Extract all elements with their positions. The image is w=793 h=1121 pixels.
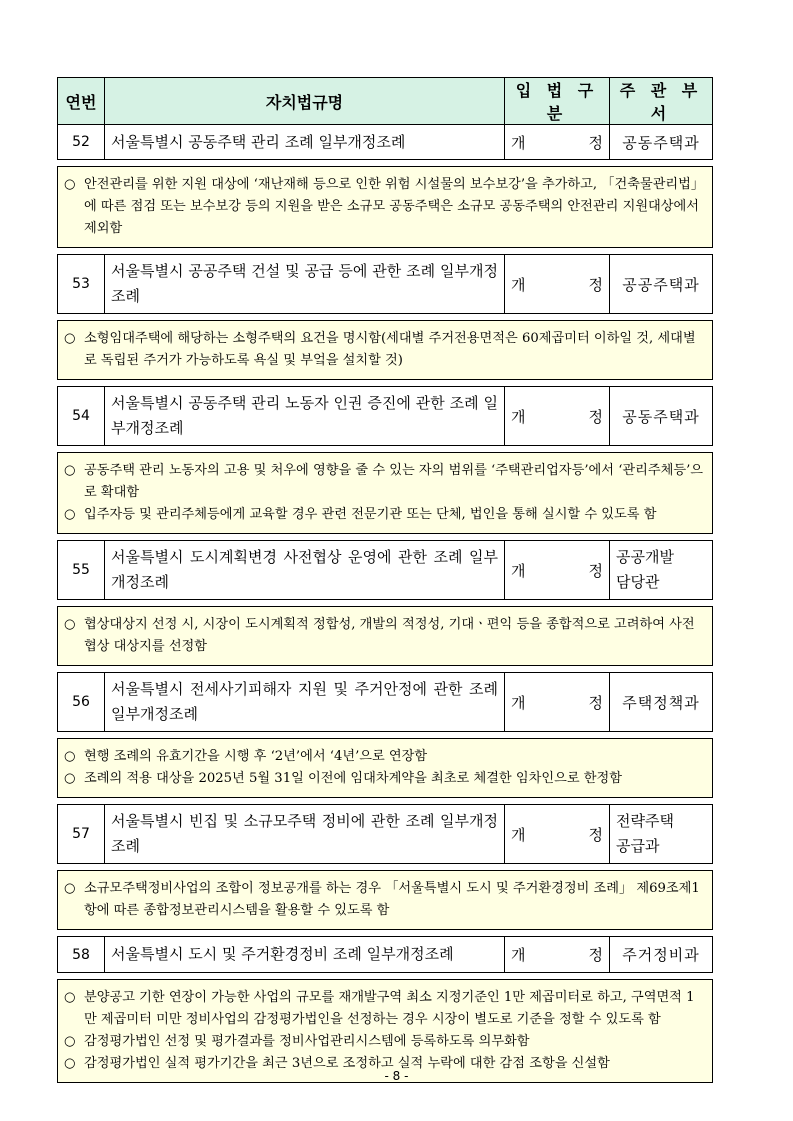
summary-row	[58, 167, 713, 248]
header-name: 자치법규명	[105, 78, 505, 125]
table-header-row	[58, 78, 713, 125]
row-spacer	[58, 380, 713, 387]
summary-row	[58, 453, 713, 534]
row-spacer	[58, 314, 713, 321]
table-row	[58, 125, 713, 160]
ordinance-name: 서울특별시 공공주택 건설 및 공급 등에 관한 조례 일부개정조례	[105, 255, 505, 314]
dept-line: 전략주택	[616, 812, 674, 830]
summary-box	[58, 321, 713, 380]
ordinance-name: 서울특별시 공동주택 관리 노동자 인권 증진에 관한 조례 일부개정조례	[105, 387, 505, 446]
table-row	[58, 387, 713, 446]
legislation-type	[505, 805, 610, 864]
row-spacer	[58, 732, 713, 739]
bullet-mark: ○	[64, 749, 76, 764]
ordinance-name: 서울특별시 도시 및 주거환경정비 조례 일부개정조례	[105, 937, 505, 973]
summary-text: 감정평가법인 선정 및 평가결과를 정비사업관리시스템에 등록하도록 의무화함	[84, 1034, 530, 1049]
dept-line: 주거정비과	[622, 946, 700, 964]
type-char-1: 개	[511, 275, 526, 294]
row-gap	[58, 973, 713, 980]
summary-bullet	[64, 174, 707, 240]
department	[610, 125, 713, 160]
row-number: 56	[58, 673, 105, 732]
row-gap	[58, 666, 713, 673]
legislation-type	[505, 255, 610, 314]
summary-box	[58, 739, 713, 798]
department	[610, 541, 713, 600]
bullet-mark: ○	[64, 881, 76, 896]
page-number: - 8 -	[384, 1069, 409, 1083]
summary-row	[58, 321, 713, 380]
bullet-mark: ○	[64, 617, 76, 632]
summary-text: 소규모주택정비사업의 조합이 정보공개를 하는 경우 「서울특별시 도시 및 주거환경정비 조례」 제69조제1항에 따른 종합정보관리시스템을 활용할 수 있도록 함	[84, 881, 700, 918]
type-char-2: 정	[588, 561, 603, 580]
dept-line: 주택정책과	[622, 693, 700, 712]
bullet-mark: ○	[64, 177, 76, 192]
bullet-mark: ○	[64, 771, 76, 786]
summary-box	[58, 980, 713, 1083]
summary-bullet	[64, 460, 707, 504]
legislation-type	[505, 673, 610, 732]
row-number: 54	[58, 387, 105, 446]
row-spacer	[58, 864, 713, 871]
legislation-type	[505, 541, 610, 600]
summary-bullet	[64, 328, 707, 372]
summary-bullet	[64, 504, 707, 526]
type-char-1: 개	[511, 825, 526, 844]
summary-bullet	[64, 768, 707, 790]
row-number: 55	[58, 541, 105, 600]
department	[610, 805, 713, 864]
department	[610, 673, 713, 732]
summary-row	[58, 739, 713, 798]
type-char-2: 정	[588, 407, 603, 426]
bullet-mark: ○	[64, 1034, 76, 1049]
bullet-mark: ○	[64, 463, 76, 478]
summary-bullet	[64, 987, 707, 1031]
summary-box	[58, 167, 713, 248]
row-gap	[58, 732, 713, 739]
summary-row	[58, 871, 713, 930]
table-row	[58, 937, 713, 973]
summary-text: 협상대상지 선정 시, 시장이 도시계획적 정합성, 개발의 적정성, 기대ㆍ편익 등을 종합적으로 고려하여 사전협상 대상지를 선정함	[84, 617, 695, 654]
summary-box	[58, 871, 713, 930]
summary-bullet	[64, 614, 707, 658]
row-spacer	[58, 534, 713, 541]
dept-line: 공동주택과	[622, 407, 700, 426]
summary-text: 현행 조례의 유효기간을 시행 후 ‘2년’에서 ‘4년’으로 연장함	[84, 749, 428, 764]
row-gap	[58, 864, 713, 871]
table-row	[58, 673, 713, 732]
row-number: 52	[58, 125, 105, 160]
summary-box	[58, 453, 713, 534]
type-char-2: 정	[588, 693, 603, 712]
summary-text: 공동주택 관리 노동자의 고용 및 처우에 영향을 줄 수 있는 자의 범위를 ‘주택관리업자등’에서 ‘관리주체등’으로 확대함	[84, 463, 704, 500]
type-char-1: 개	[511, 946, 526, 964]
summary-box	[58, 607, 713, 666]
row-gap	[58, 798, 713, 805]
summary-text: 분양공고 기한 연장이 가능한 사업의 규모를 재개발구역 최소 지정기준인 1만 제곱미터로 하고, 구역면적 1만 제곱미터 미만 정비사업의 감정평가법인을 선정하는 경우 시장이 별도로 기준을 정할 수 있도록 함	[84, 990, 695, 1027]
row-spacer	[58, 666, 713, 673]
summary-bullet	[64, 1031, 707, 1053]
department	[610, 937, 713, 973]
legislation-type	[505, 125, 610, 160]
department	[610, 387, 713, 446]
dept-line: 공공개발	[616, 548, 674, 566]
summary-row	[58, 607, 713, 666]
department	[610, 255, 713, 314]
row-spacer	[58, 798, 713, 805]
ordinance-name: 서울특별시 도시계획변경 사전협상 운영에 관한 조례 일부개정조례	[105, 541, 505, 600]
summary-text: 조례의 적용 대상을 2025년 5월 31일 이전에 임대차계약을 최초로 체결한 임차인으로 한정함	[84, 771, 622, 786]
dept-line: 담당관	[616, 573, 660, 591]
row-number: 58	[58, 937, 105, 973]
header-num: 연번	[58, 78, 105, 125]
summary-text: 감정평가법인 실적 평가기간을 최근 3년으로 조정하고 실적 누락에 대한 감점 조항을 신설함	[84, 1056, 610, 1071]
type-char-2: 정	[588, 133, 603, 152]
row-gap	[58, 380, 713, 387]
row-gap	[58, 314, 713, 321]
row-number: 53	[58, 255, 105, 314]
type-char-2: 정	[588, 275, 603, 294]
ordinance-table	[57, 77, 713, 1083]
bullet-mark: ○	[64, 507, 76, 522]
summary-row	[58, 980, 713, 1083]
type-char-1: 개	[511, 561, 526, 580]
row-spacer	[58, 160, 713, 167]
table-body	[58, 125, 713, 1083]
row-spacer	[58, 248, 713, 255]
table-row	[58, 805, 713, 864]
summary-text: 입주자등 및 관리주체등에게 교육할 경우 관련 전문기관 또는 단체, 법인을 통해 실시할 수 있도록 함	[84, 507, 657, 522]
ordinance-name: 서울특별시 빈집 및 소규모주택 정비에 관한 조례 일부개정조례	[105, 805, 505, 864]
type-char-1: 개	[511, 407, 526, 426]
row-spacer	[58, 446, 713, 453]
ordinance-name: 서울특별시 공동주택 관리 조례 일부개정조례	[105, 125, 505, 160]
row-gap	[58, 534, 713, 541]
legislation-type	[505, 937, 610, 973]
dept-line: 공동주택과	[622, 133, 700, 152]
summary-text: 소형임대주택에 해당하는 소형주택의 요건을 명시함(세대별 주거전용면적은 60제곱미터 이하일 것, 세대별로 독립된 주거가 가능하도록 욕실 및 부엌을 설치할 것)	[84, 331, 696, 368]
summary-text: 안전관리를 위한 지원 대상에 ‘재난재해 등으로 인한 위험 시설물의 보수보강’을 추가하고, 「건축물관리법」에 따른 점검 또는 보수보강 등의 지원을 받은 소규모 공동주택은 소규모 공동주택의 안전관리 지원대상에서 제외함	[84, 177, 705, 236]
table-row	[58, 541, 713, 600]
row-spacer	[58, 930, 713, 937]
bullet-mark: ○	[64, 1056, 76, 1071]
type-char-2: 정	[588, 946, 603, 964]
row-gap	[58, 930, 713, 937]
table-row	[58, 255, 713, 314]
summary-bullet	[64, 746, 707, 768]
ordinance-name: 서울특별시 전세사기피해자 지원 및 주거안정에 관한 조례 일부개정조례	[105, 673, 505, 732]
row-gap	[58, 248, 713, 255]
type-char-1: 개	[511, 693, 526, 712]
row-spacer	[58, 973, 713, 980]
row-gap	[58, 600, 713, 607]
type-char-1: 개	[511, 133, 526, 152]
summary-bullet	[64, 878, 707, 922]
dept-line: 공공주택과	[622, 275, 700, 294]
row-spacer	[58, 600, 713, 607]
legislation-type	[505, 387, 610, 446]
row-number: 57	[58, 805, 105, 864]
type-char-2: 정	[588, 825, 603, 844]
bullet-mark: ○	[64, 990, 76, 1005]
row-gap	[58, 160, 713, 167]
header-type: 입 법 구 분	[505, 78, 610, 125]
dept-line: 공급과	[616, 837, 660, 855]
row-gap	[58, 446, 713, 453]
bullet-mark: ○	[64, 331, 76, 346]
header-dept: 주 관 부 서	[610, 78, 713, 125]
